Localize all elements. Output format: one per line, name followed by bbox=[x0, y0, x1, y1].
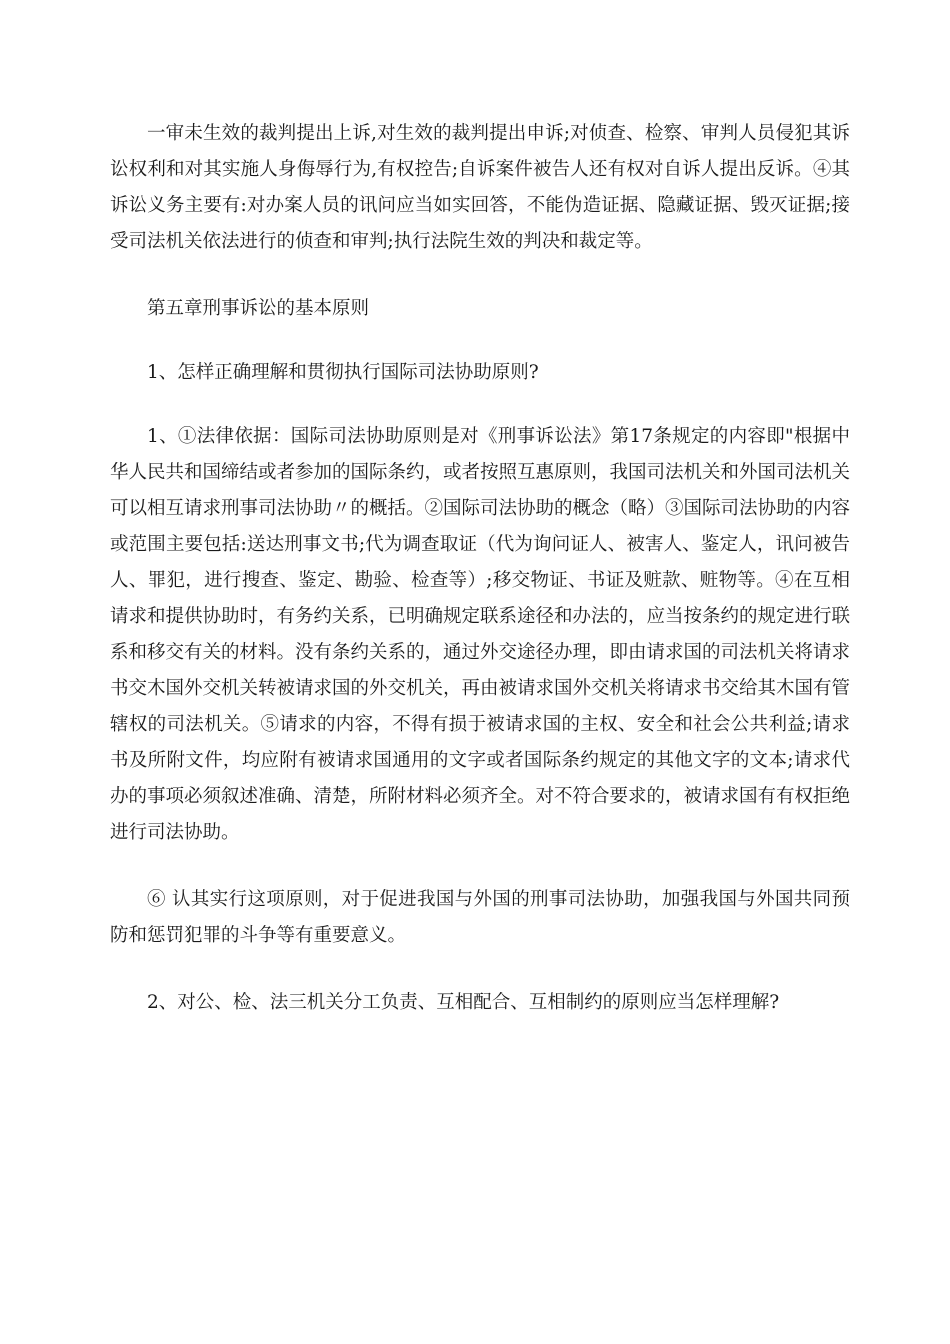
question-1: 1、怎样正确理解和贯彻执行国际司法协助原则? bbox=[147, 362, 539, 383]
spacer bbox=[110, 260, 850, 291]
answer-1-continued: ⑥ 认其实行这项原则，对于促进我国与外国的刑事司法协助，加强我国与外国共同预防和惩罚犯罪的斗争等有重要意义。 bbox=[110, 889, 850, 946]
answer-1: 1、①法律依据：国际司法协助原则是对《刑事诉讼法》第17条规定的内容即"根据中华人民共和国缔结或者参加的国际条约，或者按照互惠原则，我国司法机关和外国司法机关可以相互请求刑事司法协助〃的概括。②国际司法协助的概念（略）③国际司法协助的内容或范围主要包括:送达刑事文书;代为调查取证（代为询问证人、被害人、鉴定人，讯问被告人、罪犯，进行搜查、鉴定、勘验、检查等）;移交物证、书证及赃款、赃物等。④在互相请求和提供协助时，有务约关系，已明确规定联系途径和办法的，应当按条约的规定进行联系和移交有关的材料。没有条约关系的，通过外交途径办理，即由请求国的司法机关将请求书交木国外交机关转被请求国的外交机关，再由被请求国外交机关将请求书交给其木国有管辖权的司法机关。⑤请求的内容，不得有损于被请求国的主权、安全和社会公共利益;请求书及所附文件，均应附有被请求国通用的文字或者国际条约规定的其他文字的文本;请求代办的事项必须叙述准确、清楚，所附材料必须齐全。对不符合要求的，被请求国有有权拒绝进行司法协助。 bbox=[110, 426, 851, 843]
spacer bbox=[110, 954, 850, 985]
paragraph-rights-duties: 一审未生效的裁判提出上诉,对生效的裁判提出申诉;对侦查、检察、审判人员侵犯其诉讼权利和对其实施人身侮辱行为,有权控告;自诉案件被告人还有权对自诉人提出反诉。④其诉讼义务主要有:对办案人员的讯问应当如实回答，不能伪造证据、隐藏证据、毁灭证据;接受司法机关依法进行的侦查和审判;执行法院生效的判决和裁定等。 bbox=[110, 123, 850, 252]
document-page bbox=[110, 116, 850, 1021]
spacer bbox=[110, 851, 850, 882]
spacer bbox=[110, 391, 850, 419]
question-2: 2、对公、检、法三机关分工负责、互相配合、互相制约的原则应当怎样理解? bbox=[147, 992, 780, 1013]
spacer bbox=[110, 327, 850, 355]
chapter-heading: 第五章刑事诉讼的基本原则 bbox=[147, 298, 370, 319]
